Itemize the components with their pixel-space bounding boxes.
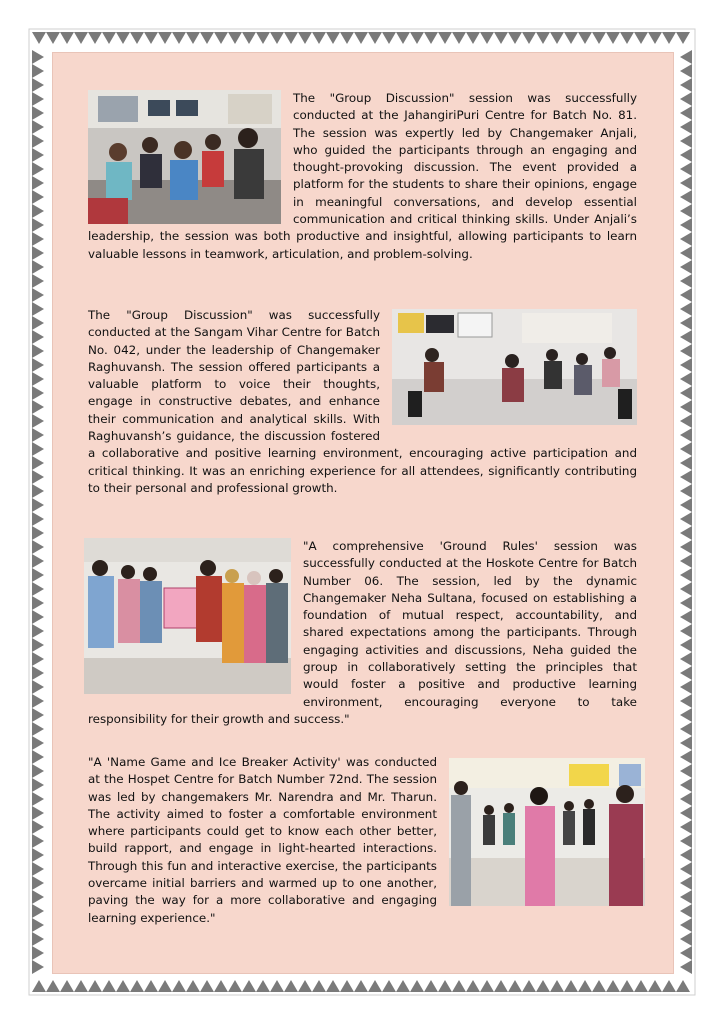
section-2-text: The "Group Discussion" was successfully conducted at the Sangam Vihar Centre for Batch No. 042, under the leadership of Changemaker Raghuvansh. The session offered participants a valuable platform to voice their thoughts, engage in constructive debates, and enhance their communication and analytical skills. With Raghuvansh’s guidance, the discussion fostered a collaborative and positive learning environment, encouraging active participation and critical thinking. It was an enriching experience for all attendees, significantly contributing to their personal and professional growth. [88,308,637,495]
border-triangle [680,876,692,890]
border-triangle [424,980,438,992]
section-1-text: The "Group Discussion" session was successfully conducted at the JahangiriPuri Centre for Batch No. 81. The session was expertly led by Changemaker Anjali, who guided the participants through an engaging and thought-provoking discussion. The event provided a platform for the students to share their opinions, engage in meaningful conversations, and develop essential communication and critical thinking skills. Under Anjali’s leadership, the session was both productive and insightful, allowing participants to learn valuable lessons in teamwork, articulation, and problem-solving. [88,91,637,261]
border-triangle [680,190,692,204]
border-triangle [32,344,44,358]
border-triangle [32,372,44,386]
border-triangle [680,344,692,358]
border-triangle [438,980,452,992]
border-triangle [32,386,44,400]
border-triangle [680,764,692,778]
border-triangle [680,456,692,470]
section-1 [88,90,637,263]
border-triangle [144,980,158,992]
border-triangle [32,400,44,414]
border-triangle [368,32,382,44]
border-triangle [270,32,284,44]
border-triangle [32,638,44,652]
border-triangle [382,32,396,44]
border-triangle [32,750,44,764]
photo-group-discussion-jahangiripuri [88,90,281,224]
border-triangle [102,32,116,44]
section-3 [88,538,637,728]
border-triangle [32,694,44,708]
border-triangle [680,694,692,708]
border-triangle [680,596,692,610]
border-triangle [680,610,692,624]
border-triangle [438,32,452,44]
border-triangle [680,358,692,372]
section-4 [88,754,637,927]
border-triangle [32,498,44,512]
border-triangle [536,32,550,44]
border-triangle [270,980,284,992]
border-triangle [680,722,692,736]
border-triangle [424,32,438,44]
border-triangle [284,32,298,44]
border-triangle [578,980,592,992]
section-3-text: "A comprehensive 'Ground Rules' session was successfully conducted at the Hoskote Centre for Batch Number 06. The session, led by the dynamic Changemaker Neha Sultana, focused on establishing a foundation of mutual respect, accountability, and shared expectations among the participants. Through engaging activities and discussions, Neha guided the group in collaboratively setting the principles that would foster a positive and productive learning environment, encouraging everyone to take responsibility for their growth and success." [88,539,637,726]
border-triangle [32,540,44,554]
border-triangle [680,778,692,792]
border-triangle [32,190,44,204]
border-triangle [680,400,692,414]
border-triangle [32,876,44,890]
border-triangle [144,32,158,44]
border-triangle [550,980,564,992]
border-triangle [298,32,312,44]
border-triangle [680,680,692,694]
border-triangle [32,568,44,582]
border-triangle [680,260,692,274]
border-triangle [32,218,44,232]
border-triangle [32,932,44,946]
border-triangle [32,778,44,792]
border-triangle [32,980,46,992]
border-triangle [680,78,692,92]
border-triangle [680,792,692,806]
border-triangle [32,652,44,666]
border-triangle [680,162,692,176]
border-triangle [680,932,692,946]
border-triangle [680,386,692,400]
border-triangle [536,980,550,992]
border-triangle [680,638,692,652]
border-triangle [32,120,44,134]
border-triangle [648,980,662,992]
border-triangle [32,708,44,722]
border-triangle [680,442,692,456]
border-triangle [32,274,44,288]
border-triangle [32,288,44,302]
border-triangle [32,736,44,750]
border-triangle [228,32,242,44]
border-triangle [32,358,44,372]
border-triangle [606,32,620,44]
border-triangle [680,806,692,820]
border-triangle [32,890,44,904]
border-triangle [680,64,692,78]
border-triangle [312,980,326,992]
border-triangle [634,980,648,992]
border-triangle [32,722,44,736]
border-triangle [32,204,44,218]
border-triangle [676,32,690,44]
border-triangle [680,274,692,288]
border-triangle [88,32,102,44]
border-triangle [368,980,382,992]
border-triangle [466,32,480,44]
border-triangle [680,708,692,722]
border-triangle [662,980,676,992]
border-triangle [32,330,44,344]
border-triangle [680,526,692,540]
photo-ground-rules-hoskote [84,538,291,694]
border-triangle [32,106,44,120]
border-triangle [32,162,44,176]
border-triangle [508,32,522,44]
border-triangle [680,582,692,596]
border-triangle [284,980,298,992]
border-triangle [592,32,606,44]
border-triangle [680,302,692,316]
border-triangle [340,980,354,992]
border-triangle [676,980,690,992]
border-triangle [256,980,270,992]
border-triangle [186,32,200,44]
border-triangle [88,980,102,992]
border-triangle [680,50,692,64]
border-triangle [680,218,692,232]
border-triangle [680,904,692,918]
border-triangle [32,834,44,848]
border-triangle [186,980,200,992]
border-triangle [116,980,130,992]
border-triangle [32,624,44,638]
border-triangle [32,960,44,974]
border-triangle [32,50,44,64]
border-triangle [620,32,634,44]
border-triangle [32,484,44,498]
border-triangle [680,834,692,848]
section-2 [88,307,637,497]
border-triangle [680,176,692,190]
border-triangle [680,204,692,218]
border-triangle [354,980,368,992]
border-triangle [680,232,692,246]
border-triangle [522,980,536,992]
border-triangle [74,980,88,992]
border-triangle [32,666,44,680]
border-triangle [680,288,692,302]
border-triangle [680,890,692,904]
border-triangle [214,32,228,44]
border-triangle [32,428,44,442]
border-triangle [452,980,466,992]
border-triangle [200,32,214,44]
border-triangle [680,820,692,834]
border-triangle [242,980,256,992]
border-triangle [32,470,44,484]
border-triangle [172,32,186,44]
border-triangle [680,134,692,148]
border-triangle [32,806,44,820]
border-triangle [312,32,326,44]
photo-name-game-hospet [449,758,645,906]
border-triangle [32,848,44,862]
border-triangle [32,610,44,624]
border-triangle [494,980,508,992]
border-triangle [680,470,692,484]
border-triangle [116,32,130,44]
border-triangle [680,918,692,932]
border-triangle [32,918,44,932]
border-triangle [680,414,692,428]
border-triangle [172,980,186,992]
border-triangle [32,316,44,330]
border-triangle [74,32,88,44]
border-triangle [32,32,46,44]
border-triangle [680,750,692,764]
border-triangle [32,78,44,92]
border-triangle [680,554,692,568]
border-triangle [130,980,144,992]
border-triangle [256,32,270,44]
border-triangle [452,32,466,44]
border-triangle [606,980,620,992]
border-triangle [680,120,692,134]
border-triangle [32,302,44,316]
border-triangle [60,32,74,44]
border-triangle [46,32,60,44]
border-triangle [340,32,354,44]
border-triangle [680,372,692,386]
border-triangle [214,980,228,992]
border-triangle [680,316,692,330]
border-triangle [680,848,692,862]
border-triangle [680,652,692,666]
border-triangle [680,106,692,120]
border-triangle [680,862,692,876]
border-triangle [578,32,592,44]
border-triangle [680,330,692,344]
section-4-text: "A 'Name Game and Ice Breaker Activity' was conducted at the Hospet Centre for Batch Number 72nd. The session was led by changemakers Mr. Narendra and Mr. Tharun. The activity aimed to foster a comfortable environment where participants could get to know each other better, build rapport, and engage in light-hearted interactions. Through this fun and interactive exercise, the participants overcame initial barriers and warmed up to one another, paving the way for a more collaborative and engaging learning experience." [88,755,437,925]
border-triangle [680,498,692,512]
border-triangle [32,554,44,568]
border-triangle [32,792,44,806]
border-triangle [32,512,44,526]
border-triangle [396,32,410,44]
border-triangle [32,92,44,106]
border-triangle [620,980,634,992]
border-triangle [680,666,692,680]
border-triangle [494,32,508,44]
border-triangle [382,980,396,992]
border-triangle [32,680,44,694]
border-triangle [680,246,692,260]
border-triangle [680,736,692,750]
border-triangle [32,64,44,78]
border-triangle [680,428,692,442]
border-triangle [130,32,144,44]
border-triangle [410,980,424,992]
border-triangle [32,526,44,540]
border-triangle [410,32,424,44]
border-triangle [32,176,44,190]
border-triangle [680,484,692,498]
border-triangle [32,596,44,610]
border-triangle [326,980,340,992]
border-triangle [32,946,44,960]
border-triangle [680,946,692,960]
border-triangle [32,246,44,260]
border-triangle [60,980,74,992]
border-triangle [396,980,410,992]
border-triangle [32,148,44,162]
border-triangle [508,980,522,992]
border-triangle [32,582,44,596]
border-triangle [680,148,692,162]
border-triangle [32,764,44,778]
border-triangle [298,980,312,992]
border-triangle [680,960,692,974]
border-triangle [648,32,662,44]
border-triangle [32,820,44,834]
border-triangle [564,980,578,992]
border-triangle [102,980,116,992]
border-triangle [326,32,340,44]
border-triangle [32,414,44,428]
border-triangle [466,980,480,992]
border-triangle [680,92,692,106]
border-triangle [564,32,578,44]
border-triangle [634,32,648,44]
border-triangle [480,980,494,992]
border-triangle [32,456,44,470]
border-triangle [680,568,692,582]
photo-group-discussion-sangam-vihar [392,309,637,425]
border-triangle [158,980,172,992]
border-triangle [480,32,494,44]
border-triangle [680,512,692,526]
border-triangle [228,980,242,992]
border-triangle [46,980,60,992]
border-triangle [680,624,692,638]
border-triangle [32,862,44,876]
border-triangle [680,540,692,554]
border-triangle [592,980,606,992]
border-triangle [32,904,44,918]
border-triangle [32,442,44,456]
border-triangle [354,32,368,44]
border-triangle [662,32,676,44]
border-triangle [158,32,172,44]
border-triangle [32,134,44,148]
border-triangle [242,32,256,44]
border-triangle [32,260,44,274]
border-triangle [32,232,44,246]
border-triangle [200,980,214,992]
border-triangle [522,32,536,44]
border-triangle [550,32,564,44]
